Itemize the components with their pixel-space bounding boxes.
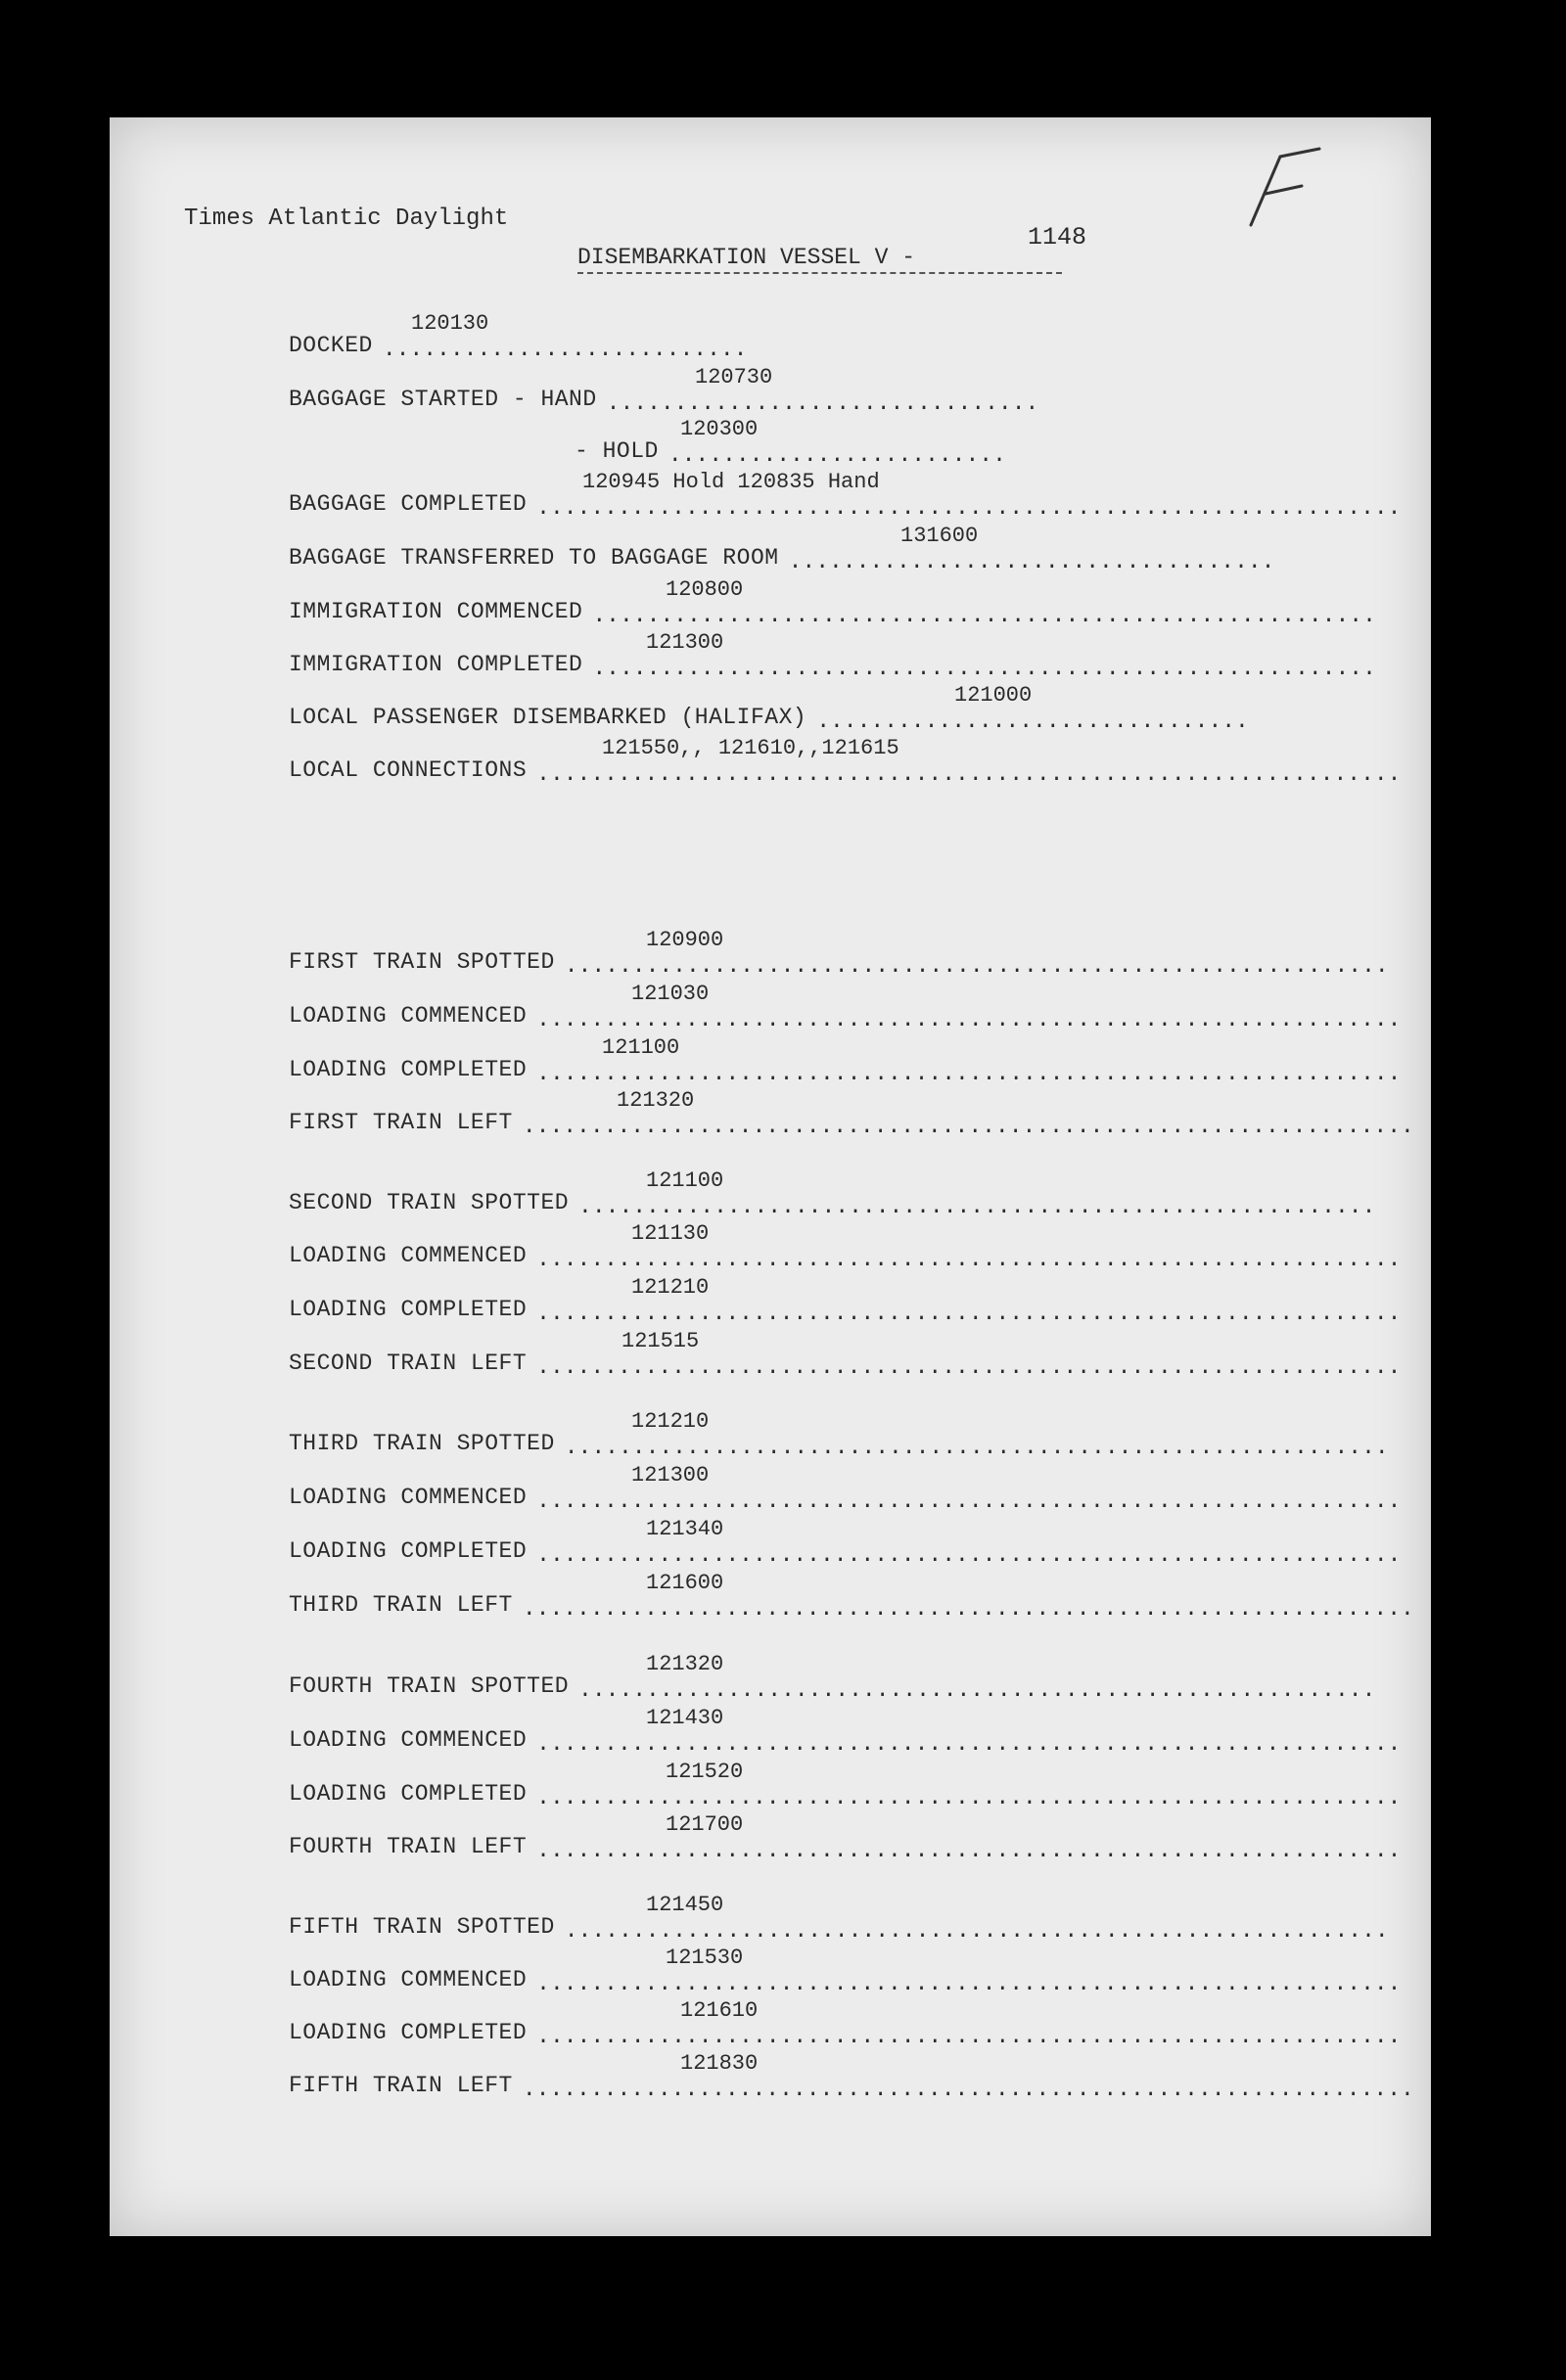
leader-dots: .......................................................... — [592, 603, 1376, 628]
handwritten-f-mark — [1241, 147, 1329, 245]
leader-dots: ................................................................ — [536, 1971, 1402, 1996]
train-value: 121210 — [631, 1409, 710, 1434]
entry-label: DOCKED — [289, 333, 373, 358]
leader-dots: ................................................................ — [536, 1838, 1402, 1863]
entry-value: 121300 — [646, 630, 724, 655]
leader-dots: ............................................................. — [564, 953, 1389, 979]
leader-dots: ......................... — [668, 442, 1006, 468]
leader-dots: ........................................................... — [578, 1194, 1376, 1219]
entry-label: - HOLD — [575, 438, 659, 464]
train-label: LOADING COMPLETED — [289, 1297, 528, 1322]
entry-label: IMMIGRATION COMPLETED — [289, 652, 583, 677]
train-label: LOADING COMMENCED — [289, 1727, 528, 1753]
leader-dots: ................................................................ — [536, 1542, 1402, 1568]
train-value: 121610 — [680, 1998, 759, 2023]
entry-value: 131600 — [900, 524, 979, 548]
train-label: LOADING COMMENCED — [289, 1003, 528, 1029]
entry-value: 120730 — [695, 365, 773, 389]
entry-value: 120300 — [680, 417, 759, 441]
entry-label: BAGGAGE STARTED - HAND — [289, 387, 597, 412]
leader-dots: .................................................................. — [522, 1114, 1414, 1139]
ship-name: Times Atlantic Daylight — [184, 206, 509, 232]
train-label: FOURTH TRAIN LEFT — [289, 1834, 528, 1859]
train-value: 121700 — [666, 1812, 744, 1837]
document-title: DISEMBARKATION VESSEL V - — [577, 245, 916, 270]
leader-dots: ............................................................. — [564, 1435, 1389, 1460]
title-underline — [577, 272, 1062, 274]
train-value: 121530 — [666, 1945, 744, 1970]
leader-dots: ................................................................ — [536, 1007, 1402, 1032]
train-label: FIFTH TRAIN LEFT — [289, 2073, 513, 2098]
leader-dots: .................................................................. — [522, 2077, 1414, 2102]
train-label: FOURTH TRAIN SPOTTED — [289, 1673, 570, 1699]
train-value: 121320 — [617, 1088, 695, 1113]
entry-value: 121550,, 121610,,121615 — [602, 736, 899, 760]
leader-dots: ................................................................ — [536, 2024, 1402, 2049]
leader-dots: ............................................................. — [564, 1918, 1389, 1944]
entry-value: 121000 — [954, 683, 1033, 708]
vessel-number: 1148 — [1028, 223, 1087, 252]
train-value: 121600 — [646, 1571, 724, 1595]
leader-dots: ................................................................ — [536, 1488, 1402, 1514]
train-value: 121340 — [646, 1517, 724, 1541]
leader-dots: ................................ — [606, 390, 1039, 416]
train-label: FIRST TRAIN LEFT — [289, 1110, 513, 1135]
train-label: THIRD TRAIN LEFT — [289, 1592, 513, 1618]
train-value: 121320 — [646, 1652, 724, 1676]
train-label: LOADING COMPLETED — [289, 1781, 528, 1807]
entry-label: LOCAL PASSENGER DISEMBARKED (HALIFAX) — [289, 705, 807, 730]
entry-value: 120945 Hold 120835 Hand — [582, 470, 880, 494]
leader-dots: ................................................................ — [536, 1301, 1402, 1326]
train-label: LOADING COMPLETED — [289, 2020, 528, 2045]
leader-dots: ................................ — [816, 709, 1249, 734]
leader-dots: ................................................................ — [536, 1061, 1402, 1086]
leader-dots: ................................................................ — [536, 1731, 1402, 1757]
entry-label: LOCAL CONNECTIONS — [289, 757, 528, 783]
leader-dots: .......................................................... — [592, 656, 1376, 681]
train-value: 121100 — [646, 1168, 724, 1193]
entry-label: BAGGAGE TRANSFERRED TO BAGGAGE ROOM — [289, 545, 779, 571]
leader-dots: ........................... — [382, 337, 748, 362]
leader-dots: .................................................................. — [522, 1596, 1414, 1622]
train-label: THIRD TRAIN SPOTTED — [289, 1431, 555, 1456]
entry-label: BAGGAGE COMPLETED — [289, 491, 528, 517]
train-label: SECOND TRAIN LEFT — [289, 1350, 528, 1376]
train-value: 121430 — [646, 1706, 724, 1730]
train-value: 121130 — [631, 1221, 710, 1246]
train-value: 121450 — [646, 1893, 724, 1917]
entry-label: IMMIGRATION COMMENCED — [289, 599, 583, 624]
train-value: 121515 — [622, 1329, 700, 1353]
leader-dots: ................................................................ — [536, 1247, 1402, 1272]
train-label: LOADING COMPLETED — [289, 1057, 528, 1082]
leader-dots: ................................................................ — [536, 1785, 1402, 1810]
entry-value: 120800 — [666, 577, 744, 602]
leader-dots: ................................................................ — [536, 1354, 1402, 1380]
train-label: SECOND TRAIN SPOTTED — [289, 1190, 570, 1215]
leader-dots: ................................................................ — [536, 495, 1402, 521]
entry-value: 120130 — [411, 311, 489, 336]
train-label: LOADING COMMENCED — [289, 1485, 528, 1510]
train-label: LOADING COMPLETED — [289, 1538, 528, 1564]
train-value: 121100 — [602, 1035, 680, 1060]
train-value: 120900 — [646, 928, 724, 952]
leader-dots: ........................................................... — [578, 1677, 1376, 1703]
train-value: 121520 — [666, 1760, 744, 1784]
train-value: 121830 — [680, 2051, 759, 2076]
train-label: LOADING COMMENCED — [289, 1967, 528, 1992]
leader-dots: .................................... — [788, 549, 1275, 574]
train-value: 121300 — [631, 1463, 710, 1488]
leader-dots: ................................................................ — [536, 761, 1402, 787]
train-value: 121030 — [631, 982, 710, 1006]
train-label: LOADING COMMENCED — [289, 1243, 528, 1268]
train-label: FIFTH TRAIN SPOTTED — [289, 1914, 555, 1940]
train-value: 121210 — [631, 1275, 710, 1300]
train-label: FIRST TRAIN SPOTTED — [289, 949, 555, 975]
